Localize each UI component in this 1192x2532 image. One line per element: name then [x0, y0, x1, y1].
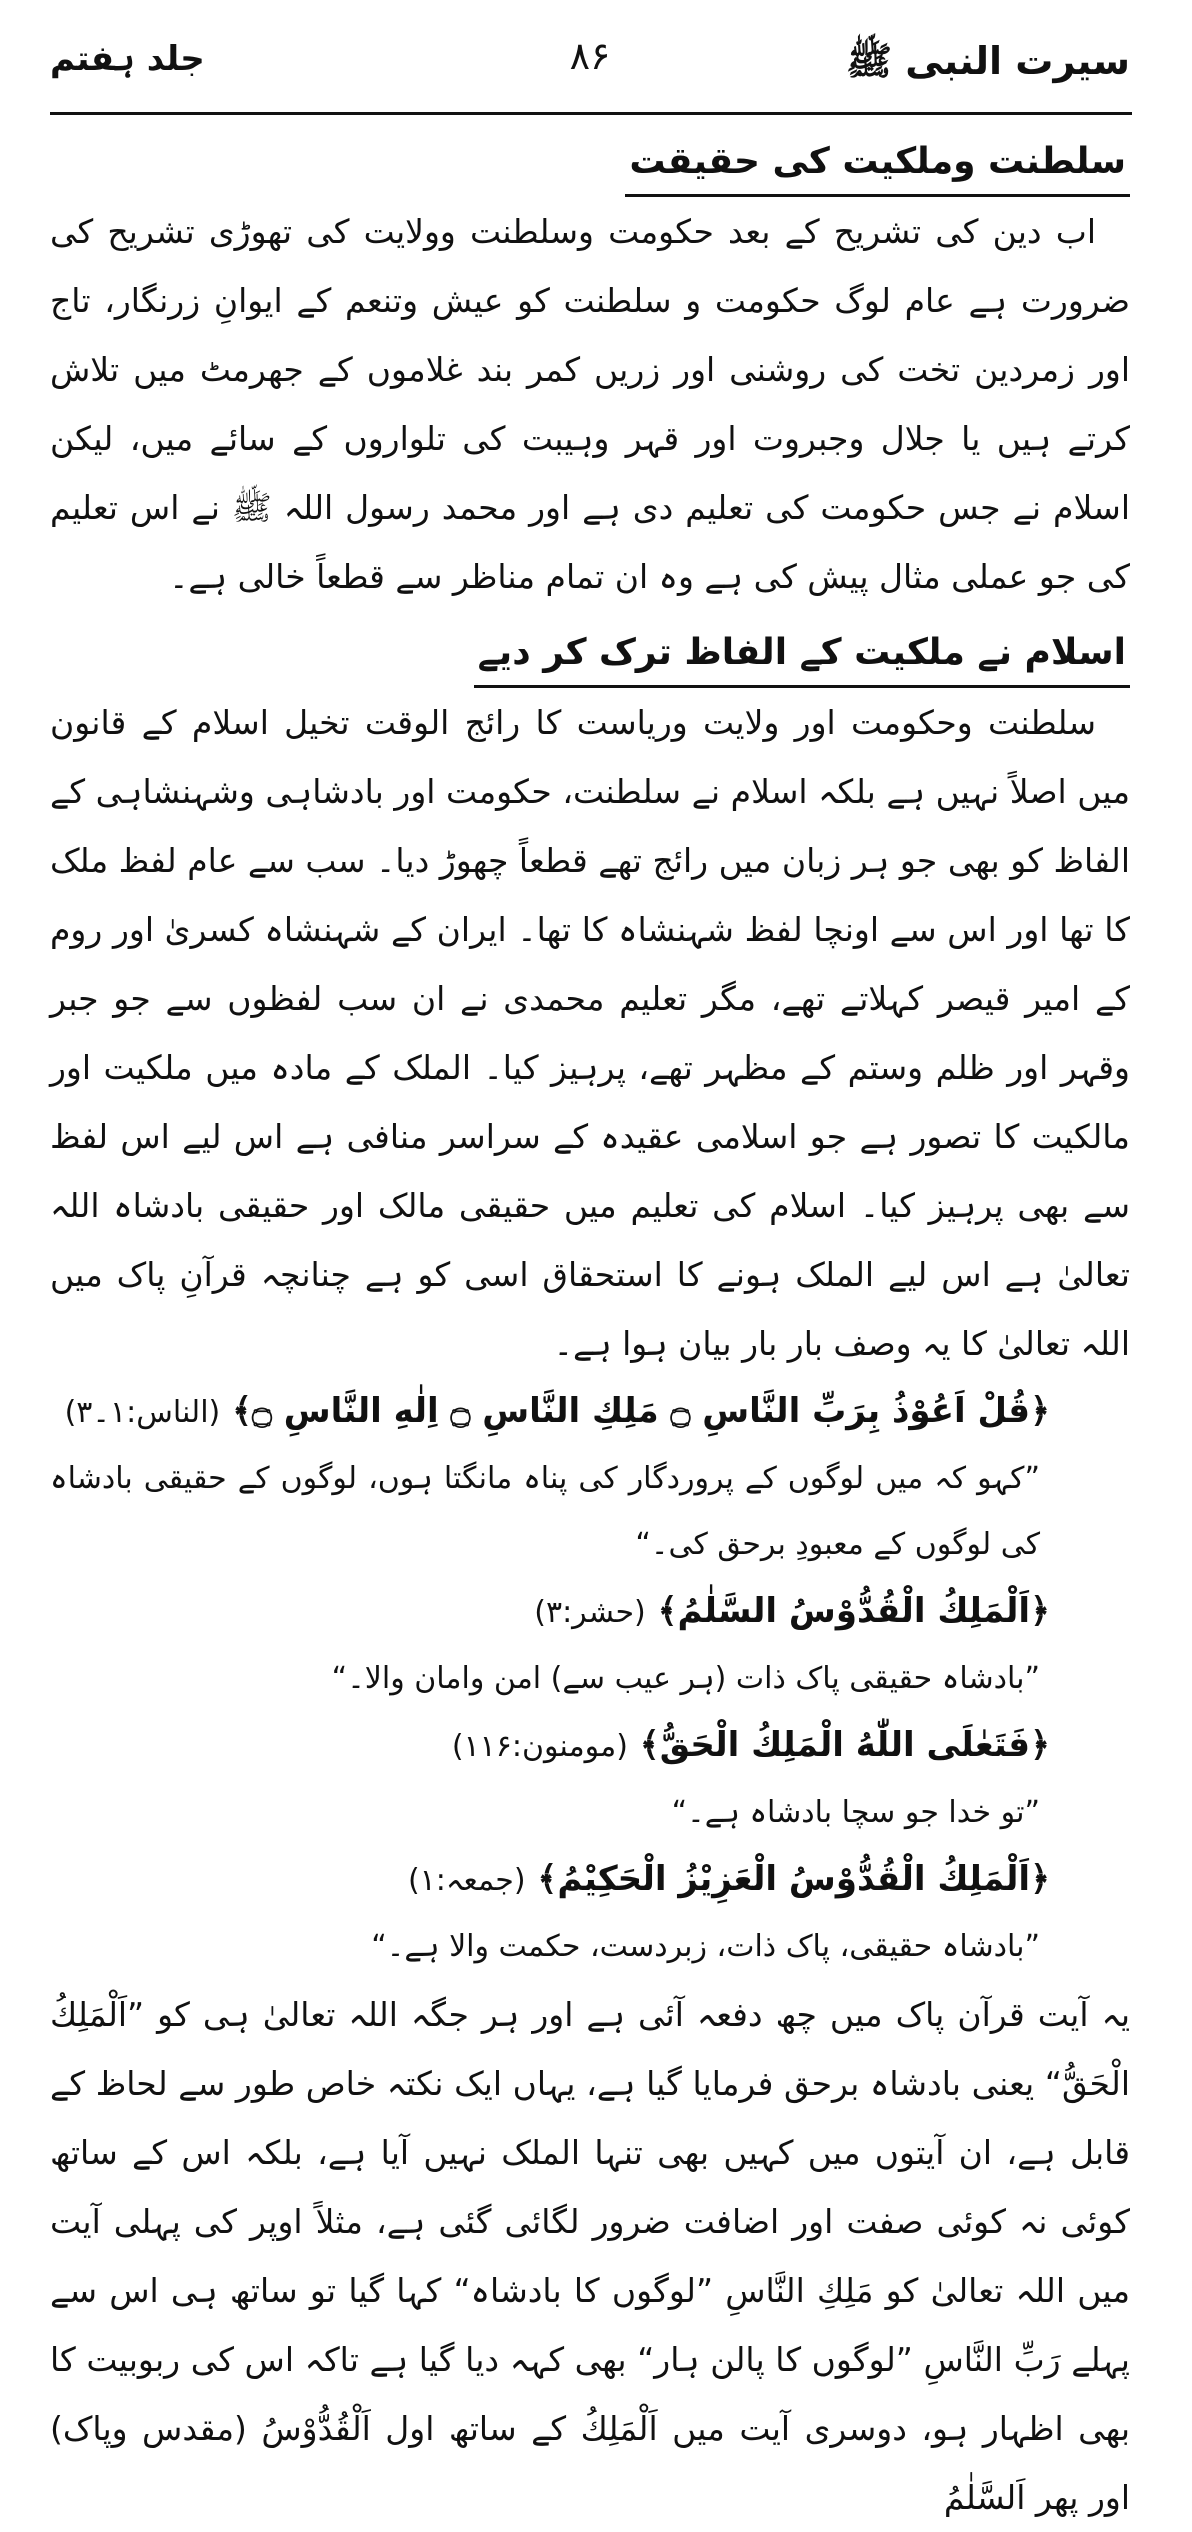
section-heading: سلطنت وملکیت کی حقیقت — [625, 134, 1130, 197]
verse-translation: ”بادشاہ حقیقی، پاک ذات، زبردست، حکمت والا ہے۔“ — [371, 1929, 1040, 1964]
verse-text: ﴿اَلْمَلِكُ الْقُدُّوْسُ السَّلٰمُ﴾ — [657, 1591, 1050, 1631]
page-number: ۸۶ — [569, 34, 611, 78]
section-heading-box-2 — [50, 625, 1130, 688]
verse-text: ﴿فَتَعٰلَى اللّٰهُ الْمَلِكُ الْحَقُّ﴾ — [639, 1725, 1050, 1765]
verse-reference: (مومنون:۱۱۶) — [451, 1729, 628, 1764]
verse-reference: (جمعہ:۱) — [407, 1863, 526, 1898]
paragraph: سلطنت وحکومت اور ولایت وریاست کا رائج الوقت تخیل اسلام کے قانون میں اصلاً نہیں ہے بلکہ اسلام نے سلطنت، حکومت اور بادشاہی وشہنشاہی کے الفاظ کو بھی جو ہر زبان میں رائج تھے قطعاً چھوڑ دیا۔ سب سے عام لفظ ملک کا تھا اور اس سے اونچا لفظ شہنشاہ کا تھا۔ ایران کے شہنشاہ کسریٰ اور روم کے امیر قیصر کہلاتے تھے، مگر تعلیم محمدی نے ان سب لفظوں سے جو جبر وقہر اور ظلم وستم کے مظہر تھے، پرہیز کیا۔ الملک کے مادہ میں ملکیت اور مالکیت کا تصور ہے جو اسلامی عقیدہ کے سراسر منافی ہے اس لیے اس لفظ سے بھی پرہیز کیا۔ اسلام کی تعلیم میں حقیقی مالک اور حقیقی بادشاہ اللہ تعالیٰ ہے اس لیے الملک ہونے کا استحقاق اسی کو ہے چنانچہ قرآنِ پاک میں اللہ تعالیٰ کا یہ وصف بار بار بیان ہوا ہے۔ — [50, 703, 1130, 1363]
verse-text: ﴿اَلْمَلِكُ الْقُدُّوْسُ الْعَزِيْزُ الْحَكِيْمُ﴾ — [537, 1859, 1050, 1899]
quran-verse — [50, 1846, 1130, 1914]
page-body — [50, 120, 1130, 2532]
book-title: سیرت النبی ﷺ — [846, 39, 1130, 83]
section-heading-box-1 — [50, 134, 1130, 197]
paragraph: یہ آیت قرآن پاک میں چھ دفعہ آئی ہے اور ہر جگہ اللہ تعالیٰ ہی کو ”اَلْمَلِكُ الْحَقُّ“ یعنی بادشاہ برحق فرمایا گیا ہے، یہاں ایک نکتہ خاص طور سے لحاظ کے قابل ہے، ان آیتوں میں کہیں بھی تنہا الملک نہیں آیا ہے، بلکہ اس کے ساتھ کوئی نہ کوئی صفت اور اضافت ضرور لگائی گئی ہے، مثلاً اوپر کی پہلی آیت میں اللہ تعالیٰ کو مَلِكِ النَّاسِ ”لوگوں کا بادشاہ“ کہا گیا تو ساتھ ہی اس سے پہلے رَبِّ النَّاسِ ”لوگوں کا پالن ہار“ بھی کہہ دیا گیا ہے تاکہ اس کی ربوبیت کا بھی اظہار ہو، دوسری آیت میں اَلْمَلِكُ کے ساتھ اول اَلْقُدُّوْسُ (مقدس وپاک) اور پھر اَلسَّلٰمُ — [50, 1995, 1130, 2517]
verse-translation: ”کہو کہ میں لوگوں کے پروردگار کی پناہ مانگتا ہوں، لوگوں کے حقیقی بادشاہ کی لوگوں کے معبودِ برحق کی۔“ — [50, 1461, 1040, 1562]
verse-translation: ”بادشاہ حقیقی پاک ذات (ہر عیب سے) امن وامان والا۔“ — [331, 1661, 1040, 1696]
quran-verse — [50, 1378, 1130, 1446]
paragraph: اب دین کی تشریح کے بعد حکومت وسلطنت وولایت کی تھوڑی تشریح کی ضرورت ہے عام لوگ حکومت و سلطنت کو عیش وتنعم کے ایوانِ زرنگار، تاج اور زمردین تخت کی روشنی اور زریں کمر بند غلاموں کے جھرمٹ میں تلاش کرتے ہیں یا جلال وجبروت اور قہر وہیبت کی تلواروں کے سائے میں، لیکن اسلام نے جس حکومت کی تعلیم دی ہے اور محمد رسول اللہ ﷺ نے اس تعلیم کی جو عملی مثال پیش کی ہے وہ ان تمام مناظر سے قطعاً خالی ہے۔ — [50, 212, 1130, 596]
verse-reference: (حشر:۳) — [534, 1595, 646, 1630]
quran-verse — [50, 1578, 1130, 1646]
quran-verse — [50, 1712, 1130, 1780]
section-heading: اسلام نے ملکیت کے الفاظ ترک کر دیے — [474, 625, 1130, 688]
verse-translation: ”تو خدا جو سچا بادشاہ ہے۔“ — [671, 1795, 1040, 1830]
verse-text: ﴿قُلْ اَعُوْذُ بِرَبِّ النَّاسِ ۝ مَلِكِ النَّاسِ ۝ اِلٰهِ النَّاسِ ۝﴾ — [232, 1391, 1050, 1431]
volume-label: جلد ہفتم — [50, 39, 205, 79]
running-header — [50, 30, 1130, 100]
header-rule — [50, 112, 1132, 115]
verse-reference: (الناس:۱۔۳) — [64, 1395, 221, 1430]
